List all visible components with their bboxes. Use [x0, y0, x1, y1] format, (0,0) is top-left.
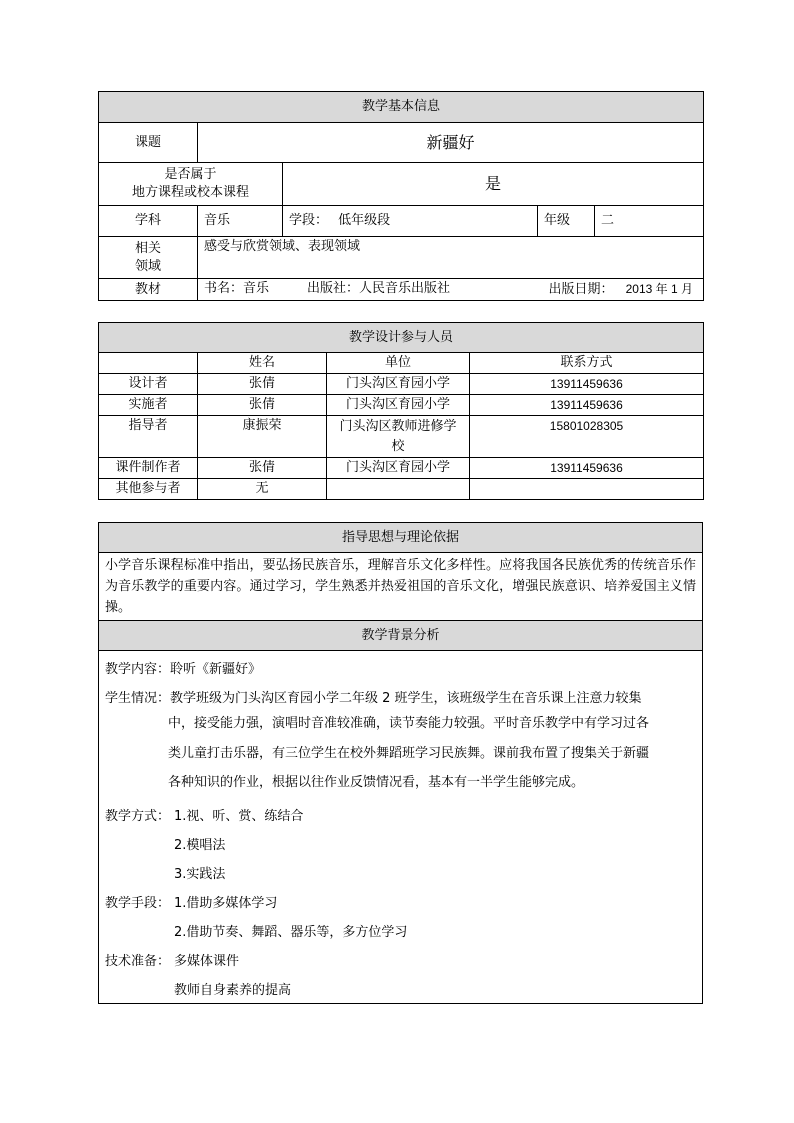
domain-label	[99, 237, 198, 279]
name: 张倩	[198, 458, 327, 479]
name: 康振荣	[198, 416, 327, 458]
content-value: 聆听《新疆好》	[170, 662, 262, 677]
content-row	[105, 659, 696, 680]
role: 设计者	[99, 374, 198, 395]
table-row	[99, 458, 704, 479]
tech-item: 多媒体课件	[174, 953, 240, 969]
textbook-label: 教材	[99, 279, 198, 301]
local-course-label	[99, 163, 283, 206]
col-contact: 联系方式	[470, 353, 704, 374]
means-item: 1.借助多媒体学习	[174, 895, 278, 911]
phone: 13911459636	[470, 395, 704, 416]
subject-value: 音乐	[198, 206, 283, 237]
phone: 13911459636	[470, 458, 704, 479]
participants-table	[98, 322, 704, 500]
background-header: 教学背景分析	[99, 621, 703, 651]
role: 实施者	[99, 395, 198, 416]
role: 课件制作者	[99, 458, 198, 479]
topic-value: 新疆好	[198, 123, 704, 163]
method-label: 教学方式：	[105, 808, 171, 824]
means-item: 2.借助节奏、舞蹈、器乐等，多方位学习	[174, 924, 408, 940]
local-course-label-line2: 地方课程或校本课程	[131, 185, 249, 200]
method-row	[105, 806, 696, 885]
unit	[327, 479, 470, 500]
grade-value: 二	[595, 206, 704, 237]
phone: 15801028305	[470, 416, 704, 458]
col-name: 姓名	[198, 353, 327, 374]
method-item: 3.实践法	[174, 866, 226, 882]
publisher: 出版社：人民音乐出版社	[307, 281, 451, 296]
unit-line1: 门头沟区教师进修学	[339, 418, 457, 434]
unit	[327, 416, 470, 458]
unit: 门头沟区育园小学	[327, 374, 470, 395]
students-line1: 教学班级为门头沟区育园小学二年级 2 班学生，该班级学生在音乐课上注意力较集	[170, 691, 642, 706]
domain-value: 感受与欣赏领域、表现领域	[198, 237, 704, 279]
grade-label: 年级	[538, 206, 595, 237]
content-label: 教学内容：	[105, 662, 171, 677]
means-row	[105, 893, 696, 943]
table-row	[99, 395, 704, 416]
table-row	[99, 479, 704, 500]
unit: 门头沟区育园小学	[327, 395, 470, 416]
domain-label-line2: 领域	[134, 258, 161, 274]
role: 指导者	[99, 416, 198, 458]
means-label: 教学手段：	[105, 895, 171, 911]
tech-row	[105, 951, 696, 1001]
name: 张倩	[198, 395, 327, 416]
students-line2: 中，接受能力强，演唱时音准较准确，读节奏能力较强。平时音乐教学中有学习过各	[168, 716, 650, 731]
stage-value: 低年级段	[338, 213, 391, 228]
students-label: 学生情况：	[105, 691, 171, 706]
col-role	[99, 353, 198, 374]
guiding-text: 小学音乐课程标准中指出，要弘扬民族音乐，理解音乐文化多样性。应将我国各民族优秀的传统音乐作为音乐教学的重要内容。通过学习，学生熟悉并热爱祖国的音乐文化，增强民族意识、培养爱国主义情操。	[99, 553, 703, 621]
stage-label: 学段：	[289, 213, 329, 228]
tech-label: 技术准备：	[105, 953, 171, 969]
local-course-label-line1: 是否属于	[164, 167, 217, 182]
method-item: 1.视、听、赏、练结合	[174, 808, 304, 824]
participants-header: 教学设计参与人员	[99, 323, 704, 353]
col-unit: 单位	[327, 353, 470, 374]
book-name: 书名：音乐	[204, 281, 270, 296]
table-row	[99, 374, 704, 395]
method-item: 2.模唱法	[174, 837, 226, 853]
students-line4: 各种知识的作业，根据以往作业反馈情况看，基本有一半学生能够完成。	[168, 775, 585, 790]
phone	[470, 479, 704, 500]
local-course-value: 是	[283, 163, 704, 206]
unit-line2: 校	[391, 438, 405, 454]
background-body	[99, 651, 703, 1004]
name: 张倩	[198, 374, 327, 395]
domain-label-line1: 相关	[134, 240, 161, 256]
pub-date-label: 出版日期：	[548, 282, 614, 297]
table-row	[99, 416, 704, 458]
textbook-cell	[198, 279, 704, 301]
basic-info-table	[98, 91, 704, 301]
role: 其他参与者	[99, 479, 198, 500]
name: 无	[198, 479, 327, 500]
students-row	[105, 688, 696, 798]
stage-cell	[283, 206, 538, 237]
topic-label: 课题	[99, 123, 198, 163]
phone: 13911459636	[470, 374, 704, 395]
unit: 门头沟区育园小学	[327, 458, 470, 479]
pub-date-value: 2013 年 1 月	[625, 282, 693, 296]
analysis-table	[98, 522, 703, 1004]
basic-info-header: 教学基本信息	[99, 92, 704, 123]
subject-label: 学科	[99, 206, 198, 237]
students-line3: 类儿童打击乐器，有三位学生在校外舞蹈班学习民族舞。课前我布置了搜集关于新疆	[168, 745, 650, 761]
guiding-header: 指导思想与理论依据	[99, 523, 703, 553]
tech-item: 教师自身素养的提高	[174, 982, 292, 998]
